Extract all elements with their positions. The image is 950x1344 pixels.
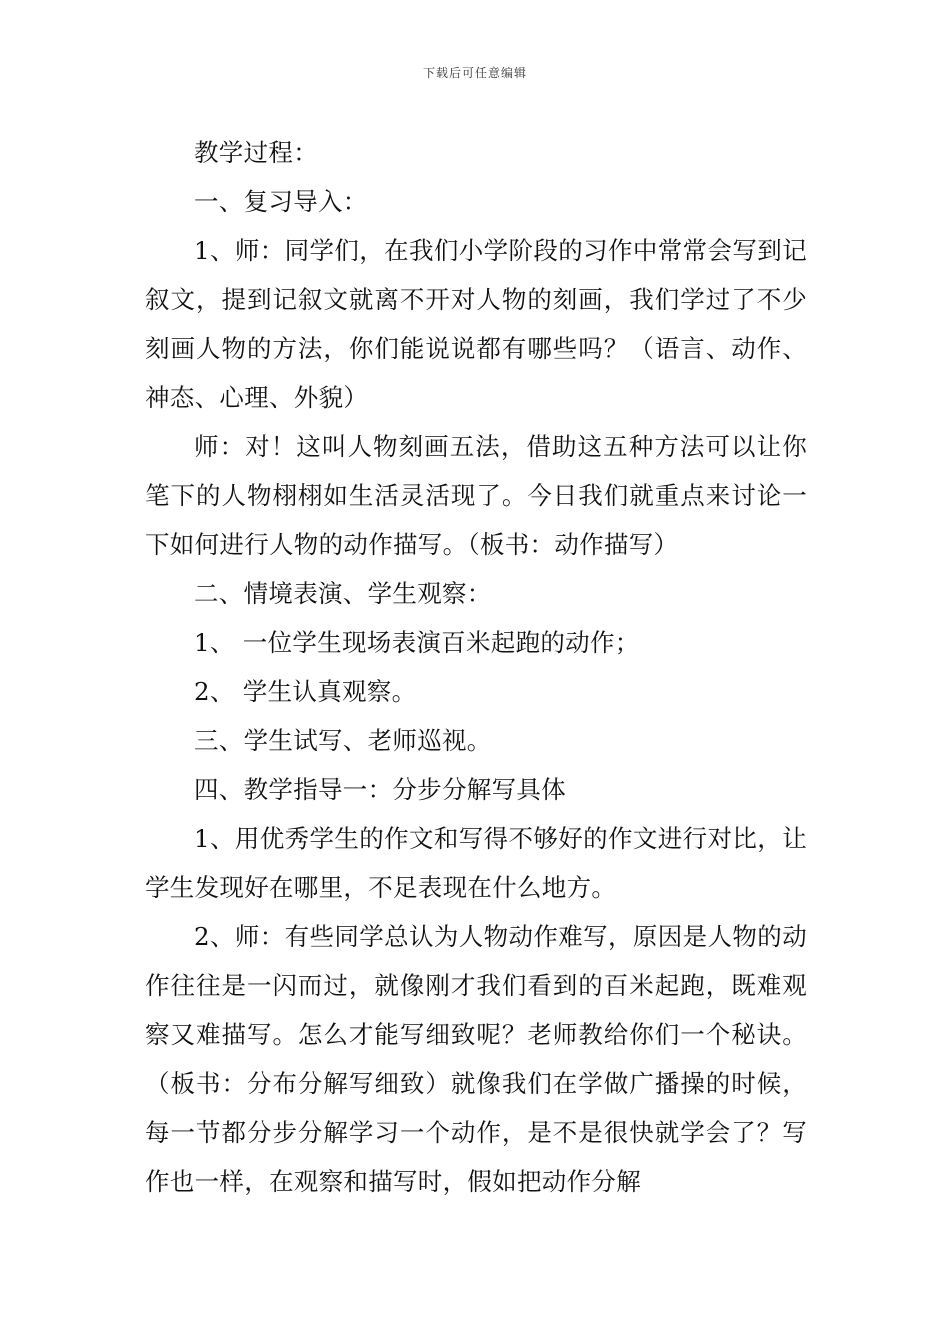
paragraph-teaching-process: 教学过程： xyxy=(194,138,318,167)
paragraph-section-1: 一、复习导入： xyxy=(194,187,368,216)
paragraph-section-4: 四、教学指导一：分步分解写具体 xyxy=(194,775,566,804)
paragraph-compare: 1、用优秀学生的作文和写得不够好的作文进行对比，让学生发现好在哪里，不足表现在什么地方。 xyxy=(145,824,807,902)
paragraph-secret: 2、师：有些同学总认为人物动作难写，原因是人物的动作往往是一闪而过，就像刚才我们看到的百米起跑，既难观察又难描写。怎么才能写细致呢？老师教给你们一个秘诀。（板书：分布分解写细致）就像我们在学做广播操的时候，每一节都分步分解学习一个动作，是不是很快就学会了？写作也一样，在观察和描写时，假如把动作分解 xyxy=(145,922,807,1196)
paragraph-section-3: 三、学生试写、老师巡视。 xyxy=(194,726,492,755)
paragraph-step-1: 1、 一位学生现场表演百米起跑的动作； xyxy=(194,628,640,657)
page-header: 下载后可任意编辑 xyxy=(422,66,527,80)
paragraph-step-2: 2、 学生认真观察。 xyxy=(194,677,417,706)
paragraph-review-question: 1、师：同学们，在我们小学阶段的习作中常常会写到记叙文，提到记叙文就离不开对人物的刻画，我们学过了不少刻画人物的方法，你们能说说都有哪些吗？（语言、动作、神态、心理、外貌） xyxy=(145,236,807,412)
paragraph-five-methods: 师：对！这叫人物刻画五法，借助这五种方法可以让你笔下的人物栩栩如生活灵活现了。今日我们就重点来讨论一下如何进行人物的动作描写。（板书：动作描写） xyxy=(145,432,807,559)
paragraph-section-2: 二、情境表演、学生观察： xyxy=(194,579,492,608)
document-body xyxy=(145,128,807,1206)
